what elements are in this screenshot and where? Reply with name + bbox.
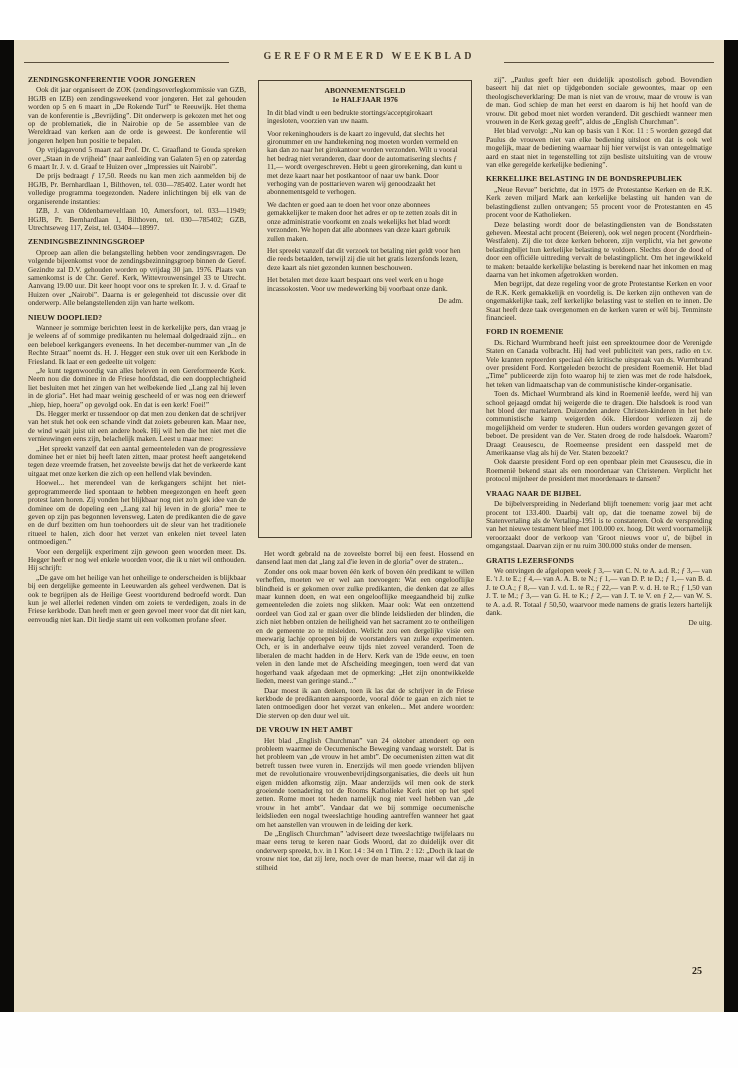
article-heading-roemenie: FORD IN ROEMENIE [486, 327, 564, 337]
article-heading-bijbel: VRAAG NAAR DE BIJBEL [486, 488, 582, 498]
notice-paragraph: Het betalen met deze kaart bespaart ons veel werk en u hoge incassokosten. Voor uw medewerking bij voorbaat onze dank. [267, 275, 448, 293]
notice-paragraph: Voor rekeninghouders is de kaart zo ingevuld, dat slechts het gironummer en uw handtekening nog moeten worden vermeld en kan dan zo naar het girokantoor worden verzonden. Wilt u vooral het bedrag niet veranderen, daar door de automatisering slechts ƒ 11,— wordt overgeschreven. Hebt u geen girorekening, dan kunt u met deze kaart naar het postkantoor of naar uw bank. Door verhoging van de posttarieven waren wij genoodzaakt het abonnementsgeld te verhogen. [267, 128, 462, 197]
subscription-notice-box [258, 80, 472, 538]
article-paragraph: De prijs bedraagt ƒ 17,50. Reeds nu kan men zich aanmelden bij de HGJB, Pr. Bernhardlaan 1, Bilthoven, tel. 030—785402. Later wordt het volledige programma toegezonden. Nadere inlichtingen bij elk van de organiserende instanties: [28, 171, 246, 206]
article-heading-lezersfonds: GRATIS LEZERSFONDS [486, 555, 574, 565]
article-paragraph: De „Englisch Churchman” 'adviseert deze tweeslachtige twijfelaars nu maar eens terug te keren naar Gods Woord, dat zo duidelijk over dit onderwerp spreekt, b.v. in 1 Kor. 14 : 34 en 1 Tim. 2 : 12: „Doch ik laat de vrouw niet toe, dat zij lere, noch over de man heerse, maar wil dat zij in stilheid [256, 829, 474, 872]
article-paragraph: Zonder ons ook maar boven één kerk of boven één predikant te willen verheffen, moeten we er wel aan toevoegen: Wat een ongelooflijke blindheid is er gekomen over zulke predikanten, die denken dat ze alles maar kunnen doen, en wat een ongelooflijke meegaandheid bij zulke gemeenteleden die zoiets nog slikken. Maar ook: Wat een ontzettend oordeel van God zal er gaan over die blinde leidslieden der blinden, die zich niet hebben ontzien de heiligheid van het sacrament zo te ontheiligen en de gemeente zo te misleiden. Welicht zou een dergelijke visie een meewarig lachje oproepen bij de voorstanders van zulke experimenten. Och, er is in anderhalve eeuw tijds niet zoveel veranderd. Toen de liberalen de macht hadden in de Herv. Kerk van de 19de eeuw, en toen velen in den lande met de Afscheiding meegingen, toen werd dat van hogerhand vaak afgedaan met de opmerking: „Het zijn onontwikkelde lieden, meest van geringe stand...” [256, 566, 474, 686]
article-paragraph: Toen ds. Michael Wurmbrand als kind in Roemenië leefde, werd hij van school gejaagd omdat hij weigerde die te dragen. Die halsdoek is rood van het bloed der martelaren. Duizenden andere Christen-kinderen in het hele communistische kamp weigerden óók. Hierdoor verliezen zij de mogelijkheid om verder te studeren. Hun ouders worden gevangen gezet of beboet. De president van de Ver. Staten droeg de rode halsdoek. Waarom? Draagt Ceausescu, de Roemeense president een dasspeld met de Amerikaanse vlag als hij de Ver. Staten bezoekt? [486, 389, 712, 458]
article-paragraph: Wanneer je sommige berichten leest in de kerkelijke pers, dan vraag je je weleens af of sommige predikanten nu helemaal dolgedraaid zijn... en een beleboel kerkgangers eveneens. In het december-nummer van „In de Rechte Straat” noemt ds. H. J. Hegger een stuk over uit een Kerkbode in Friesland. Ik laat er een gedeelte uit volgen: [28, 322, 246, 366]
article-paragraph: „Je kunt tegenwoordig van alles beleven in een Gereformeerde Kerk. Neem nou die dominee in de Friese hoofdstad, die een doopplechtigheid liet besluiten met het zingen van het welbekende lied „Lang zal hij leven in de gloria”. Het had maar weinig gescheeld of er was nog een driewerf „hiep, hiep, hoera” op gevolgd ook. En dat is een kerk! Foei!” [28, 366, 246, 409]
article-paragraph: Het blad vervolgt: „Nu kan op basis van 1 Kor. 11 : 5 worden gezegd dat Paulus de vrouwen niet van elke bediening uitsloot en dat is ook wel mogelijk, maar de bediening waarnaar hij hier verwijst is van ontegelmatige aard en staat niet in tegenstelling tot zijn besliste uitsluiting van de vrouw van elke geregelde kerkelijke bediening”. [486, 126, 712, 170]
page-number: 25 [692, 966, 702, 977]
scan-edge-left [0, 40, 14, 1012]
article-heading-vrouw-ambt: DE VROUW IN HET AMBT [256, 725, 353, 735]
article-paragraph: Het blad „English Churchman” van 24 oktober attendeert op een probleem waarmee de Oecumenische Beweging vandaag worstelt. Dat is het probleem van „de vrouw in het ambt”. De oecumenisten zitten wat dit betreft tussen twee vuren in. Enerzijds wil men goede vrienden blijven met de revolutionaire vrouwenbevrijdingsorganisaties, die deels uit hun eigen midden afkomstig zijn. Maar anderzijds wil men ook de sterk groeiende toenadering tot de Rooms Katholieke Kerk niet op het spel zetten. Rome moet tot heden namelijk nog niet veel hebben van „de vrouw in het ambt”. Vandaar dat we bij sommige oecumenische leidslieden een nogal tweeslachtige houding aantreffen wanneer het gaat om het aanstellen van vrouwen in de leiding der kerk. [256, 735, 474, 829]
article-paragraph: Op vrijdagavond 5 maart zal Prof. Dr. C. Graafland te Gouda spreken over „Staan in de vrijheid” (naar aanleiding van Galaten 5) en op zaterdag 6 maart Ir. J. v. d. Graaf te Huizen over „Impressies uit Nairobi”. [28, 145, 246, 172]
column-middle [256, 550, 474, 980]
article-paragraph: „Neue Revue” berichtte, dat in 1975 de Protestantse Kerken en de R.K. Kerk zeven miljard Mark aan kerkelijke belasting uit handen van de belastingdienst zullen ontvangen; 55 procent voor de Protestanten en 45 procent voor de Katholieken. [486, 184, 712, 220]
scan-edge-right [724, 40, 738, 1012]
notice-subheading: 1e HALFJAAR 1976 [332, 95, 398, 105]
page-header [24, 46, 714, 72]
article-paragraph: IZB, J. van Oldenbarneveltlaan 10, Amersfoort, tel. 033—11949; HGJB, Pr. Bernhardlaan 1, Bilthoven, tel. 030—785402; GZB, Utrechtseweg 117, Zeist, tel. 03404—18997. [28, 206, 246, 232]
article-paragraph: Ook daarste president Ford op een openbaar plein met Ceausescu, die in Roemenië bekend staat als een moordenaar van Christenen. Verplicht het protocol mijnheer de president met moordenaars te dansen? [486, 457, 712, 484]
notice-signature: De adm. [438, 295, 463, 305]
article-signature: De uitg. [688, 618, 712, 628]
article-paragraph: Ds. Richard Wurmbrand heeft juist een spreektournee door de Verenigde Staten en Canada volbracht. Hij had veel publiciteit van pers, radio en t.v. Vele kranten repteerden speciaal één kritische uitspraak van ds. Wurmbrand over president Ford. Kortgeleden bezocht de president Roemenië. Het blad „Time” publiceerde zijn foto waarop hij te zien was met de rode halsdoek, het teken van lidmaatschap van de communistische kinder-organisatie. [486, 337, 712, 389]
article-paragraph: Daar moest ik aan denken, toen ik las dat de schrijver in de Friese kerkbode de predikanten aanspoorde, vooral dóór te gaan en zich niet te laten ontmoedigen door het verzet van enkelen... Met andere woorden: Die sterven op den duur wel uit. [256, 685, 474, 720]
article-heading-bezinning: ZENDINGSBEZINNINGSGROEP [28, 237, 145, 247]
article-paragraph: Deze belasting wordt door de belastingdiensten van de Bondsstaten geheven. Meestal acht procent (Beieren), ook wel negen procent (Nordrhein-Westfalen). Zij die tot deze kerken behoren, zijn verplicht, via het gewone belastingbiljet hun kerkelijke belasting te voldoen. Slechts door de dood of door een officiële uittreding vervalt de belastingplicht. Om het ingewikkeld te maken: betaalde kerkelijke belasting is berekend naar het inkomen en mag daarna van het inkomen afgetrokken worden. [486, 219, 712, 279]
article-paragraph: De bijbelverspreiding in Nederland blijft toenemen: vorig jaar met acht procent tot 133.400. Daarbij valt op, dat die toename zowel bij de Statenvertaling als de Vertaling-1951 is te constateren. Ook de verspreiding van het nieuwe testament bleef met 100.000 ex. hoog. Dit werd voornamelijk veroorzaakt door de verkoop van 'Groot nieuws voor u', de bijbel in omgangstaal. Daarvan zijn er nu ruim 300.000 stuks onder de mensen. [486, 499, 712, 551]
article-paragraph: Voor een dergelijk experiment zijn gewoon geen woorden meer. Ds. Hegger heeft er nog wel enkele woorden voor, die ik u niet wil onthouden. Hij schrijft: [28, 546, 246, 573]
article-paragraph: zij”. „Paulus geeft hier een duidelijk apostolisch gebod. Bovendien baseert hij dat niet op tijdgebonden sociale gewoontes, maar op een theologischeverklaring: De man is niet van de vrouw, maar de vrouw is van de man. God schiep de man het eerst en daarom is hij het hoofd van de vrouw. Dit gebod moet niet worden veranderd. Dit geschiedt wanneer men vrouwen in de Kerk gezag geeft”, aldus de „English Churchman”. [486, 75, 712, 127]
column-left [28, 76, 246, 1006]
article-paragraph: Het wordt gebrald na de zoveelste borrel bij een feest. Hossend en dansend laat men dat „lang zal d'ie leven in de gloria” over de straten... [256, 549, 474, 567]
scan-margin-bottom [0, 1012, 738, 1068]
article-paragraph: Hoewel... het merendeel van de kerkgangers schijnt het niet-geprogrammeerde lied spontaan te hebben meegezongen en heeft geen protest laten horen. Zij vonden het blijkbaar nog niet zo'n gek idee van de dominee om de dopeling een „Lang zal hij leven in de gloria” mee te geven op zijn pas begonnen levensweg. Laten de predikanten die de gave en de durf bezitten om hun toehoorders uit de sleur van het traditionele ritueel te halen, zich door het verzet van enkelen niet teveel laten ontmoedigen.” [28, 478, 246, 547]
article-paragraph: „De gave om het heilige van het onheilige te onderscheiden is blijkbaar bij een dergelijke gemeente in Leeuwarden als geheel verdwenen. Dat is ook te begrijpen als de Heilige Geest voortdurend bedroefd wordt. Dan kun je wel allerlei redenen vinden om zoiets te verdedigen, zoals in de Friese kerkbode. Dan heeft men er geen gevoel meer voor dat dit niet kan, eenvoudig niet kan. Dit liedje stamt uit een volkomen profane sfeer. [28, 572, 246, 624]
article-paragraph: Ds. Hegger merkt er tussendoor op dat men zou denken dat de schrijver van het stuk het ook een schande vindt dat zoiets gebeuren kan. Maar nee, de wind waait juist uit een andere hoek. Hij wil hen die het niet met die vernieuwingen eens zijn, belachelijk maken. Leest u maar mee: [28, 409, 246, 444]
article-paragraph: Men begrijpt, dat deze regeling voor de grote Protestantse Kerken en voor de R.K. Kerk gemakkelijk en voordelig is. De kerken zijn ontheven van de ongemakkelijke taak, zelf kerkelijke belasting vast te stellen en te innen. De Staat heeft deze taak overgenomen en de kerken varen er wèl bij. Tenminste financieel. [486, 279, 712, 322]
notice-paragraph: We dachten er goed aan te doen het voor onze abonnees gemakkelijker te maken door het adres er op te zetten zoals dit in onze administratie voorkomt en zoals wekelijks het blad wordt verzonden. We hopen dat alle abonnees van deze kaart gebruik zullen maken. [267, 199, 458, 243]
article-paragraph: Oproep aan allen die belangstelling hebben voor zendingsvragen. De volgende bijeenkomst voor de zendingsbezinningsgroep binnen de Geref. Gezindte zal D.V. gehouden worden op vrijdag 30 jan. 1976. Plaats van samenkomst is de Chr. Geref. Kerk, Wittevrouwensingel 33 te Utrecht. Aanvang 19.00 uur. Dit keer hoopt voor ons te spreken Ir. J. v. d. Graaf te Huizen over „Nairobi”. Daarna is er gelegenheid tot discussie over dit onderwerp. Alle belangstellenden zijn van harte welkom. [28, 247, 246, 308]
scan-margin-top [0, 0, 738, 40]
header-rule-left [24, 62, 229, 63]
notice-heading: ABONNEMENTSGELD [324, 86, 406, 95]
article-paragraph: „Het spreekt vanzelf dat een aantal gemeenteleden van de progressieve dominee het er niet bij heeft laten zitten, maar protest heeft aangetekend tegen deze vreemde fratsen, het zoveelste bewijs dat het de verkeerde kant uitgaat met onze kerken die zich op een hellend vlak bevinden. [28, 443, 246, 478]
newspaper-page [14, 40, 724, 1012]
notice-paragraph: In dit blad vindt u een bedrukte stortings/acceptgirokaart ingesloten, voorzien van uw naam. [267, 107, 433, 126]
article-heading-konferentie: ZENDINGSKONFERENTIE VOOR JONGEREN [28, 75, 196, 84]
article-heading-belasting: KERKELIJKE BELASTING IN DE BONDSREPUBLIEK [486, 174, 683, 184]
article-heading-dooplied: NIEUW DOOPLIED? [28, 312, 103, 322]
publication-title: GEREFORMEERD WEEKBLAD [263, 51, 475, 62]
article-paragraph: We ontvingen de afgelopen week ƒ 3,— van C. N. te A. a.d. R.; ƒ 3,— van E. 't J. te E.; ƒ 4,— van A. A. B. te N.; ƒ 1,— van D. P. te D.; ƒ 1,— van B. d. J. te O.A.; ƒ 8,— van J. v.d. L. te R.; ƒ 22,— van P. v. d. H. te R.; ƒ 1,50 van J. T. te M.; ƒ 3,— van G. H. te K.; ƒ 2,— van J. T. te V. en ƒ 2,— van W. S. te A. a.d. R. Totaal ƒ 50,50, waarvoor mede namens de gratis lezers hartelijk dank. [486, 565, 712, 617]
notice-paragraph: Het spreekt vanzelf dat dit verzoek tot betaling niet geldt voor hen die reeds betaalden, terwijl zij die uit het gratis lezersfonds lezen, deze kaart als niet gezonden kunnen beschouwen. [267, 245, 461, 272]
header-rule-right [504, 62, 714, 63]
article-paragraph: Ook dit jaar organiseert de ZOK (zendingsoverlegkommissie van GZB, HGJB en IZB) een zendingsweekend voor jongeren. Het zal gehouden worden op 5 en 6 maart in „De Rokende Turf” te Reeuwijk. Het thema van de konferentie is „Bevrijding”. Dit onderwerp is gekozen met het oog op de problematiek, die in Nairobie op de 5e assemblee van de Wereldraad van kerken aan de orde is geweest. De konferentie wil jongeren helpen hun positie te bepalen. [28, 85, 246, 145]
column-right [486, 76, 712, 1006]
